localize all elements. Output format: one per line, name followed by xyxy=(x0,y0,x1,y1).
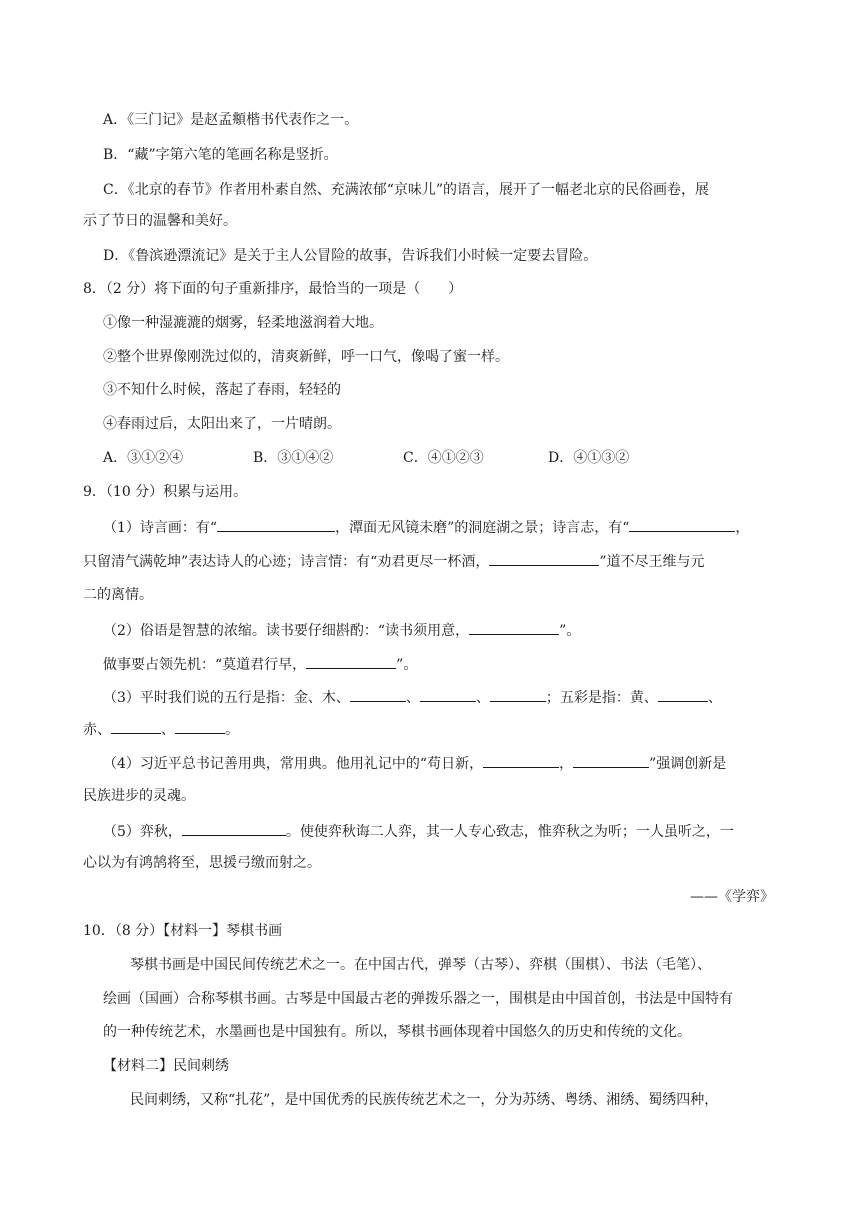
answer-blank[interactable] xyxy=(217,516,335,532)
q8-option-d[interactable]: D．④①③② xyxy=(548,450,630,466)
q9-part3-line1: （3）平时我们说的五行是指：金、木、 、 、 ；五彩是指：黄、 、 xyxy=(103,686,722,708)
answer-blank[interactable] xyxy=(489,550,599,566)
answer-blank[interactable] xyxy=(175,718,225,734)
answer-blank[interactable] xyxy=(350,686,406,702)
q9-part1-line1: （1）诗言画：有“ ，潭面无风镜未磨”的洞庭湖之景；诗言志，有“ ， xyxy=(103,516,749,538)
q8-option-b[interactable]: B．③①④② xyxy=(253,450,334,466)
q7-option-d: D．《鲁滨逊漂流记》是关于主人公冒险的故事，告诉我们小时候一定要去冒险。 xyxy=(103,248,598,264)
answer-blank[interactable] xyxy=(658,686,708,702)
q9-part3-line2: 赤、 、 。 xyxy=(83,718,239,740)
q9-part1-line2: 只留清气满乾坤”表达诗人的心迹；诗言情：有“劝君更尽一杯酒， ”道不尽王维与元 xyxy=(83,550,705,572)
q9-part4-line2: 民族进步的灵魂。 xyxy=(83,788,195,804)
q10-material1-line3: 的一种传统艺术，水墨画也是中国独有。所以，琴棋书画体现着中国悠久的历史和传统的文化。 xyxy=(103,1024,691,1040)
q10-material2-title: 【材料二】民间刺绣 xyxy=(103,1058,229,1074)
answer-blank[interactable] xyxy=(573,752,649,768)
q8-sentence-2: ②整个世界像刚洗过似的，清爽新鲜，呼一口气，像喝了蜜一样。 xyxy=(103,349,509,365)
answer-blank[interactable] xyxy=(629,516,735,532)
q9-part1-line3: 二的离情。 xyxy=(83,587,153,603)
q8-option-a[interactable]: A．③①②④ xyxy=(103,450,184,466)
q10-material2-line1: 民间刺绣，又称“扎花”，是中国优秀的民族传统艺术之一，分为苏绣、粤绣、湘绣、蜀绣四种， xyxy=(130,1092,719,1108)
q10-stem: 10．（8 分）【材料一】琴棋书画 xyxy=(83,923,283,939)
q7-option-c-line2: 示了节日的温馨和美好。 xyxy=(83,213,237,229)
answer-blank[interactable] xyxy=(469,619,559,635)
q8-sentence-1: ①像一种湿漉漉的烟雾，轻柔地滋润着大地。 xyxy=(103,315,383,331)
q8-option-c[interactable]: C．④①②③ xyxy=(403,450,484,466)
q8-sentence-3: ③不知什么时候，落起了春雨，轻轻的 xyxy=(103,382,341,398)
q9-part2-line2: 做事要占领先机：“莫道君行早， ”。 xyxy=(103,653,417,675)
q10-material1-line2: 绘画（国画）合称琴棋书画。古琴是中国最古老的弹拨乐器之一，围棋是由中国首创，书法是中国特有 xyxy=(103,991,733,1007)
answer-blank[interactable] xyxy=(182,820,286,836)
answer-blank[interactable] xyxy=(490,686,546,702)
q7-option-b: B．“藏”字第六笔的笔画名称是竖折。 xyxy=(103,147,338,163)
q9-part4-line1: （4）习近平总书记善用典，常用典。他用礼记中的“苟日新， ， ”强调创新是 xyxy=(103,752,726,774)
q8-stem: 8．（2 分）将下面的句子重新排序，最恰当的一项是（ ） xyxy=(83,281,463,297)
q8-sentence-4: ④春雨过后，太阳出来了，一片晴朗。 xyxy=(103,416,341,432)
answer-blank[interactable] xyxy=(306,653,396,669)
q8-options xyxy=(103,448,629,468)
answer-blank[interactable] xyxy=(111,718,161,734)
answer-blank[interactable] xyxy=(420,686,476,702)
q9-part5-line1: （5）弈秋， 。使使弈秋诲二人弈，其一人专心致志，惟弈秋之为听；一人虽听之，一 xyxy=(103,820,734,842)
q10-material1-line1: 琴棋书画是中国民间传统艺术之一。在中国古代，弹琴（古琴）、弈棋（围棋）、书法（毛笔）、 xyxy=(130,957,711,973)
q7-option-a: A．《三门记》是赵孟頫楷书代表作之一。 xyxy=(103,112,359,128)
q9-source: ——《学弈》 xyxy=(690,889,774,905)
q9-part2-line1: （2）俗语是智慧的浓缩。读书要仔细斟酌：“读书须用意， ”。 xyxy=(103,619,580,641)
answer-blank[interactable] xyxy=(483,752,559,768)
q9-part5-line2: 心以为有鸿鹄将至，思援弓缴而射之。 xyxy=(83,855,321,871)
q9-stem: 9．（10 分）积累与运用。 xyxy=(83,484,248,500)
q7-option-c-line1: C．《北京的春节》作者用朴素自然、充满浓郁“京味儿”的语言，展开了一幅老北京的民俗画卷，展 xyxy=(103,182,710,198)
